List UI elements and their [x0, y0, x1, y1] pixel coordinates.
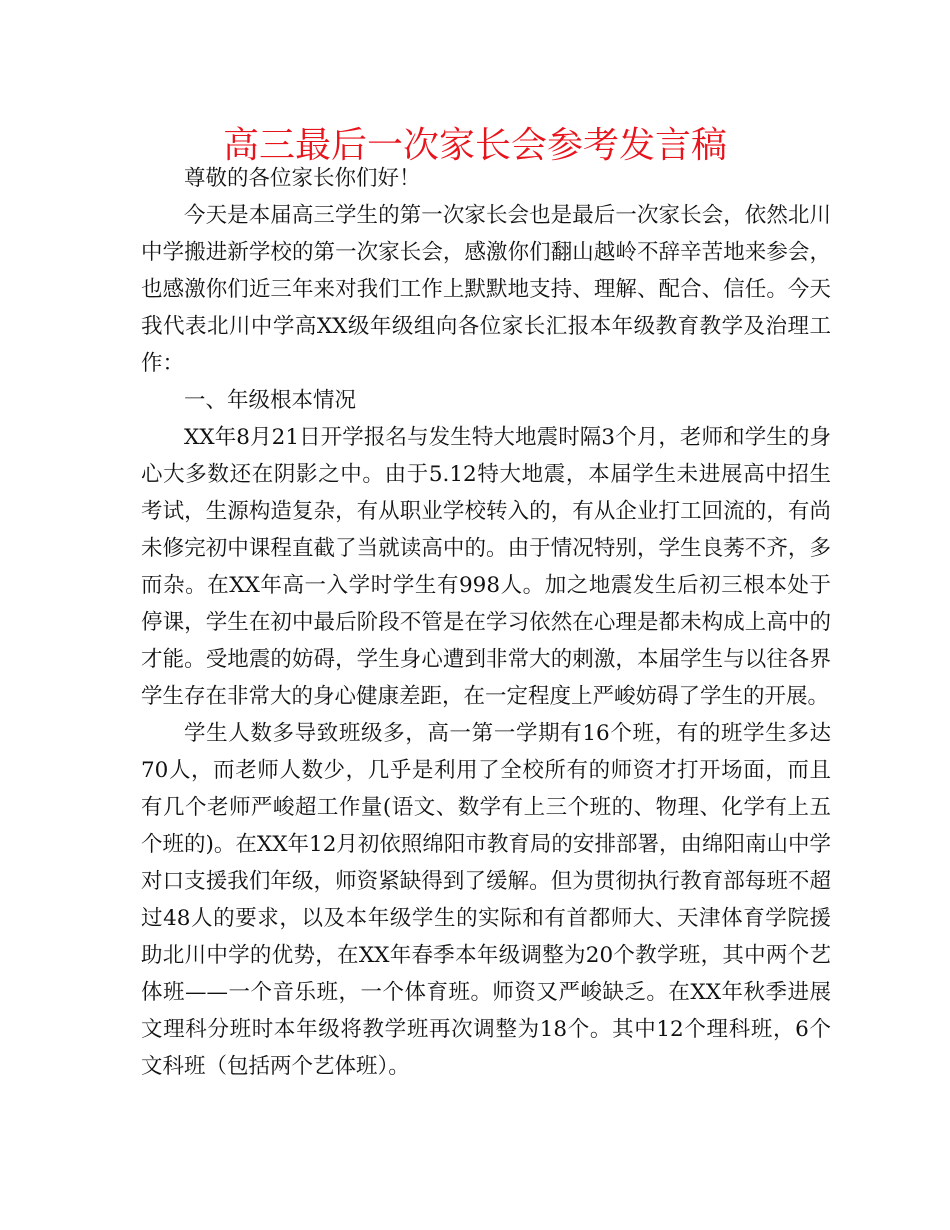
document-body [141, 160, 831, 1085]
document-title: 高三最后一次家长会参考发言稿 [222, 125, 727, 166]
greeting-paragraph: 尊敬的各位家长你们好！ [184, 166, 421, 191]
body-paragraph: 学生人数多导致班级多，高一第一学期有16个班，有的班学生多达70人，而老师人数少，几乎是利用了全校所有的师资才打开场面，而且有几个老师严峻超工作量(语文、数学有上三个班的、物理、化学有上五个班的)。在XX年12月初依照绵阳市教育局的安排部署，由绵阳南山中学对口支援我们年级，师资紧缺得到了缓解。但为贯彻执行教育部每班不超过48人的要求，以及本年级学生的实际和有首都师大、天津体育学院援助北川中学的优势，在XX年春季本年级调整为20个教学班，其中两个艺体班——一个音乐班，一个体育班。师资又严峻缺乏。在XX年秋季进展文理科分班时本年级将教学班再次调整为18个。其中12个理科班，6个文科班（包括两个艺体班）。 [141, 721, 831, 1079]
intro-paragraph: 今天是本届高三学生的第一次家长会也是最后一次家长会，依然北川中学搬进新学校的第一次家长会，感激你们翻山越岭不辞辛苦地来参会，也感激你们近三年来对我们工作上默默地支持、理解、配合、信任。今天我代表北川中学高XX级年级组向各位家长汇报本年级教育教学及治理工作： [141, 203, 831, 376]
section-heading: 一、年级根本情况 [184, 388, 357, 413]
body-paragraph: XX年8月21日开学报名与发生特大地震时隔3个月，老师和学生的身心大多数还在阴影之中。由于5.12特大地震，本届学生未进展高中招生考试，生源构造复杂，有从职业学校转入的，有从企业打工回流的，有尚未修完初中课程直截了当就读高中的。由于情况特别，学生良莠不齐，多而杂。在XX年高一入学时学生有998人。加之地震发生后初三根本处于停课，学生在初中最后阶段不管是在学习依然在心理是都未构成上高中的才能。受地震的妨碍，学生身心遭到非常大的刺激，本届学生与以往各界学生存在非常大的身心健康差距，在一定程度上严峻妨碍了学生的开展。 [141, 425, 831, 709]
